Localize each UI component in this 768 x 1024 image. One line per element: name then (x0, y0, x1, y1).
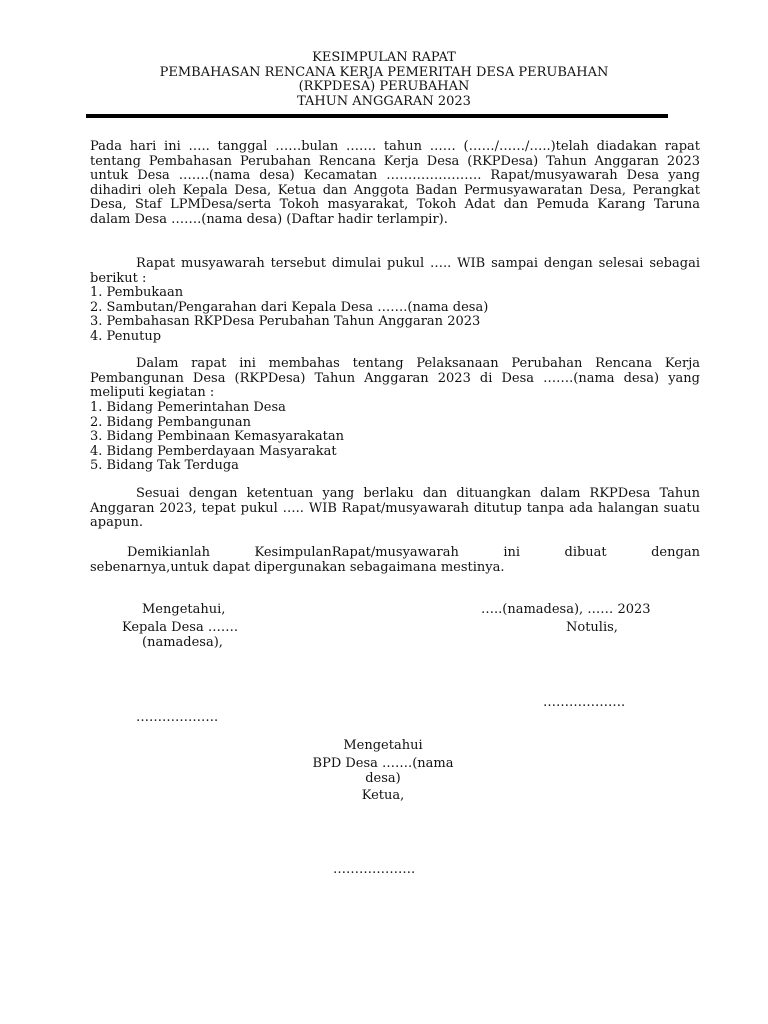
paragraph-opening: Pada hari ini ….. tanggal ……bulan ……. tahun …… (……/……/…..)telah diadakan rapat tentang Pembahasan Perubahan Rencana Kerja Desa (RKPDesa) Tahun Anggaran 2023 untuk Desa …….(nama desa) Kecamatan …………………. Rapat/musyawarah Desa yang dihadiri oleh Kepala Desa, Ketua dan Anggota Badan Permusyawaratan Desa, Perangkat Desa, Staf LPMDesa/serta Tokoh masyarakat, Tokoh Adat dan Pemuda Karang Taruna dalam Desa …….(nama desa) (Daftar hadir terlampir). (90, 139, 700, 227)
left-signature-line: ………………. (136, 710, 219, 725)
right-signature-line: ………………. (543, 695, 626, 710)
document-header (0, 51, 768, 109)
paragraph-closing-line1 (127, 546, 700, 561)
agenda-item: 4. Penutup (90, 328, 162, 344)
paragraph-discussion: Dalam rapat ini membahas tentang Pelaksanaan Perubahan Rencana Kerja Pembangunan Desa (RKPDesa) Tahun Anggaran 2023 di Desa …….(nama desa) yang meliputi kegiatan : (90, 356, 700, 401)
bidang-item: 1. Bidang Pemerintahan Desa (90, 400, 286, 415)
bottom-signature-title: BPD Desa …….(nama (312, 756, 454, 771)
bidang-item: 4. Bidang Pemberdayaan Masyarakat (90, 443, 337, 459)
left-signature-title: Kepala Desa ……. (122, 620, 238, 635)
bidang-item: 5. Bidang Tak Terduga (90, 458, 239, 474)
bidang-item: 2. Bidang Pembangunan (90, 414, 251, 430)
agenda-item: 2. Sambutan/Pengarahan dari Kepala Desa …….(nama desa) (90, 299, 489, 315)
paragraph-schedule: Rapat musyawarah tersebut dimulai pukul ….. WIB sampai dengan selesai sebagai berikut : (90, 256, 700, 286)
bottom-signature-heading: Mengetahui (343, 738, 423, 753)
header-year: TAHUN ANGGARAN 2023 (297, 93, 471, 109)
right-signature-title: Notulis, (566, 620, 618, 635)
bottom-signature-block (290, 739, 476, 804)
left-signature-heading: Mengetahui, (142, 602, 226, 617)
paragraph-closing-line2: sebenarnya,untuk dapat dipergunakan sebagaimana mestinya. (90, 560, 505, 575)
left-signature-village: (namadesa), (142, 635, 223, 650)
paragraph-closing-meeting: Sesuai dengan ketentuan yang berlaku dan dituangkan dalam RKPDesa Tahun Anggaran 2023, tepat pukul ….. WIB Rapat/musyawarah ditutup tanpa ada halangan suatu apapun. (90, 486, 700, 531)
bottom-signature-village: desa) (365, 771, 401, 786)
closing-word: Demikianlah (127, 545, 211, 560)
bidang-item: 3. Bidang Pembinaan Kemasyarakatan (90, 429, 345, 445)
closing-word: dengan (651, 545, 700, 560)
header-divider (86, 114, 668, 118)
closing-word: KesimpulanRapat/musyawarah (254, 545, 459, 560)
closing-word: ini (503, 545, 521, 560)
agenda-list (90, 286, 700, 344)
header-subtitle: PEMBAHASAN RENCANA KERJA PEMERITAH DESA PERUBAHAN (159, 64, 609, 80)
right-signature-place-date: …..(namadesa), …… 2023 (481, 602, 651, 617)
bidang-list (90, 401, 700, 474)
bottom-signature-line: ………………. (333, 862, 416, 877)
closing-word: dibuat (564, 545, 607, 560)
agenda-item: 1. Pembukaan (90, 285, 184, 300)
bottom-signature-role: Ketua, (361, 788, 405, 803)
header-title: KESIMPULAN RAPAT (312, 50, 456, 65)
agenda-item: 3. Pembahasan RKPDesa Perubahan Tahun Anggaran 2023 (90, 314, 481, 330)
header-subtitle-2: (RKPDESA) PERUBAHAN (298, 79, 470, 95)
